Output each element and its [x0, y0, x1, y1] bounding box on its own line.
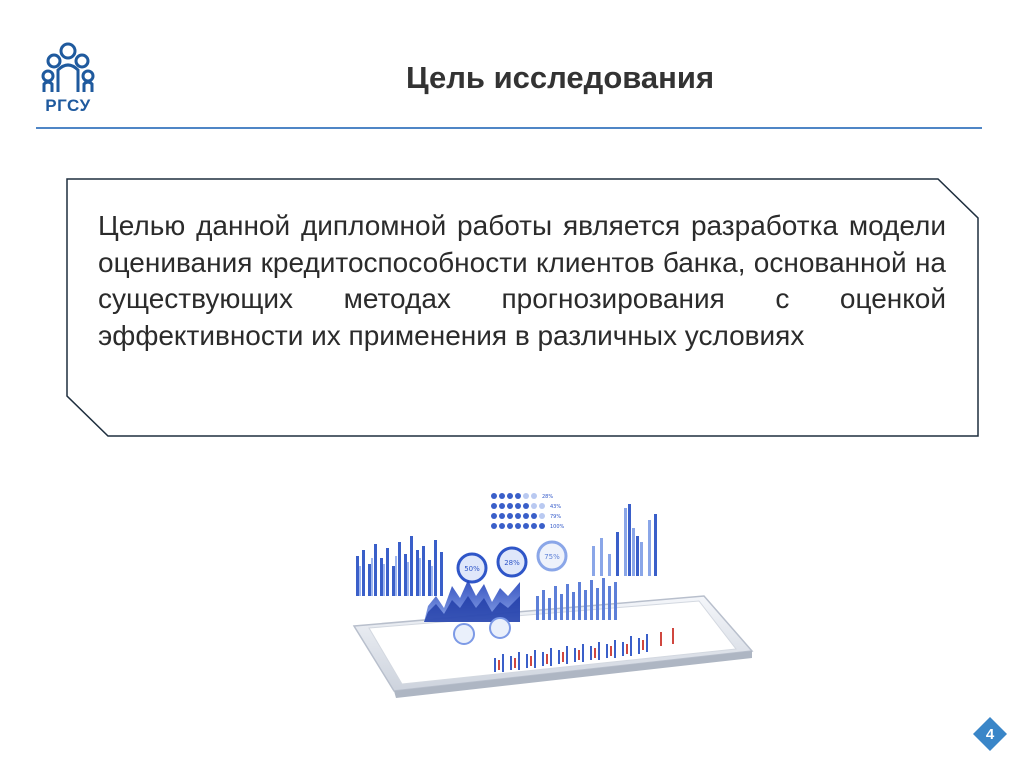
- gauge-3: [538, 542, 566, 570]
- gauge-2: [498, 548, 526, 576]
- svg-text:28%: 28%: [542, 494, 554, 500]
- svg-text:28%: 28%: [504, 559, 520, 567]
- goal-frame: [66, 178, 980, 438]
- page-title: Цель исследования: [405, 60, 715, 95]
- page-number: 4: [985, 726, 995, 743]
- svg-text:79%: 79%: [550, 514, 562, 520]
- logo: [36, 40, 100, 124]
- page-number-badge: [972, 716, 1008, 752]
- svg-text:43%: 43%: [550, 504, 562, 510]
- gauge-1: [458, 554, 486, 582]
- svg-text:100%: 100%: [550, 524, 565, 530]
- svg-text:75%: 75%: [544, 553, 560, 561]
- people-group-icon: [36, 40, 100, 96]
- analytics-tablet-illustration: [324, 446, 756, 726]
- logo-text: РГСУ: [45, 96, 91, 115]
- goal-text: Целью данной дипломной работы является разработка модели оценивания кредитоспособности клиентов банка, основанной на существующих методах прогнозирования с оценкой эффективности их применения в различных условиях: [98, 210, 946, 351]
- tablet-analytics-icon: [324, 446, 756, 726]
- svg-text:50%: 50%: [464, 565, 480, 573]
- title-divider: [36, 127, 982, 129]
